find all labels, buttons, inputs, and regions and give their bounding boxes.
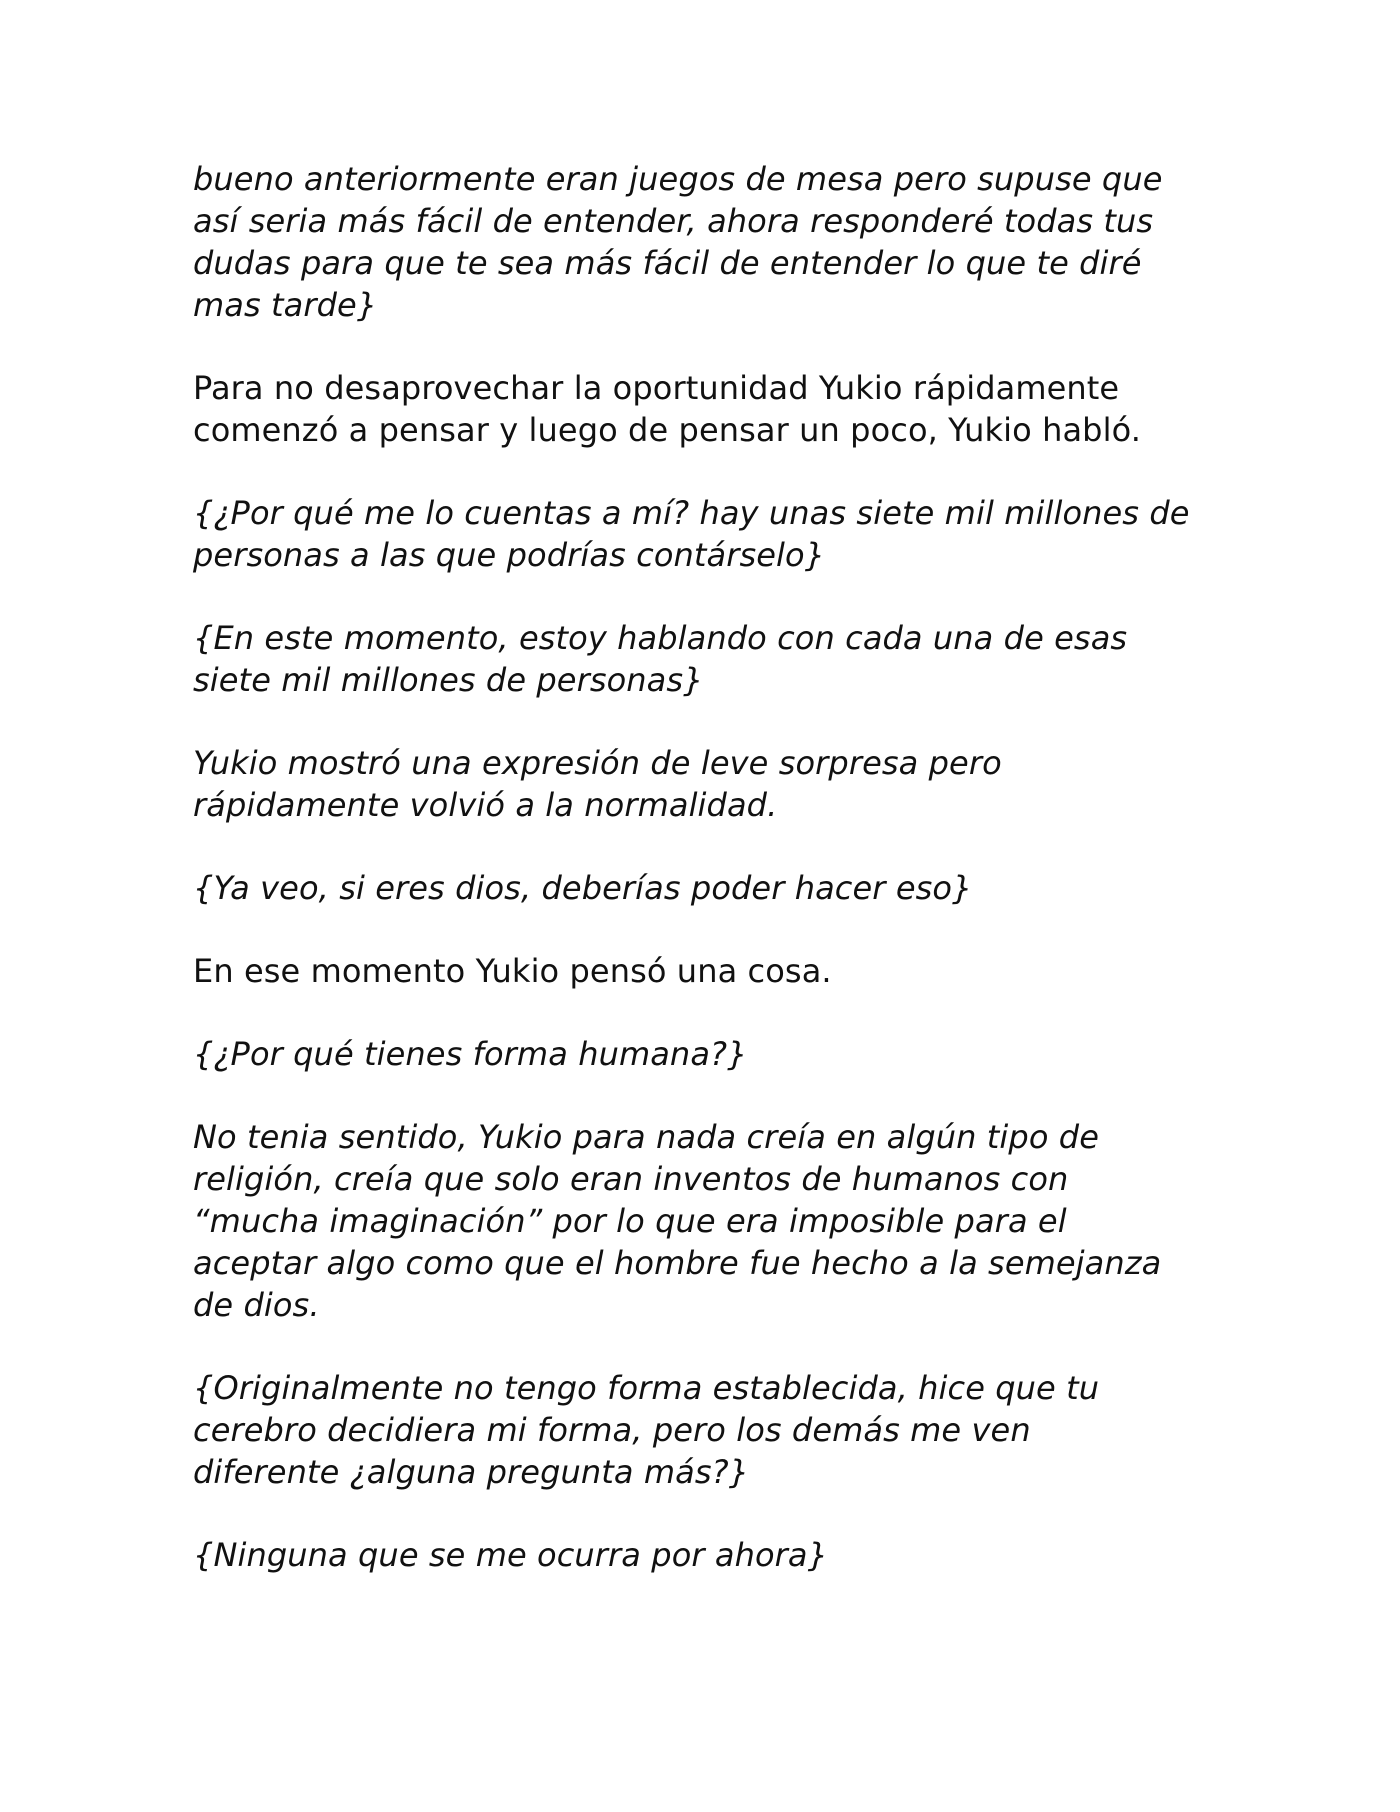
paragraph-1 <box>193 158 1210 326</box>
text-line: así seria más fácil de entender, ahora responderé todas tus <box>193 202 1154 240</box>
text-line: {¿Por qué me lo cuentas a mí? hay unas siete mil millones de <box>193 494 1190 532</box>
text-line: No tenia sentido, Yukio para nada creía en algún tipo de <box>193 1118 1099 1156</box>
text-line: siete mil millones de personas} <box>193 661 704 699</box>
paragraph-3 <box>193 492 1210 576</box>
text-line: Para no desaprovechar la oportunidad Yukio rápidamente <box>193 369 1120 407</box>
text-line: “mucha imaginación” por lo que era imposible para el <box>193 1202 1067 1240</box>
text-line: personas a las que podrías contárselo} <box>193 536 826 574</box>
paragraph-8 <box>193 1033 1210 1075</box>
text-line: {Ya veo, si eres dios, deberías poder hacer eso} <box>193 869 973 907</box>
text-line: {¿Por qué tienes forma humana?} <box>193 1035 748 1073</box>
text-line: Yukio mostró una expresión de leve sorpresa pero <box>193 744 1002 782</box>
text-line: de dios. <box>193 1286 320 1324</box>
text-line: comenzó a pensar y luego de pensar un poco, Yukio habló. <box>193 411 1141 449</box>
paragraph-6 <box>193 867 1210 909</box>
paragraph-11 <box>193 1534 1210 1576</box>
paragraph-2 <box>193 367 1210 451</box>
text-line: rápidamente volvió a la normalidad. <box>193 786 778 824</box>
paragraph-4 <box>193 617 1210 701</box>
text-line: {Originalmente no tengo forma establecida, hice que tu <box>193 1369 1100 1407</box>
text-line: mas tarde} <box>193 286 378 324</box>
text-line: En ese momento Yukio pensó una cosa. <box>193 952 832 990</box>
paragraph-7 <box>193 950 1210 992</box>
text-line: aceptar algo como que el hombre fue hecho a la semejanza <box>193 1244 1162 1282</box>
paragraph-5 <box>193 742 1210 826</box>
text-line: {En este momento, estoy hablando con cada una de esas <box>193 619 1128 657</box>
paragraph-10 <box>193 1367 1210 1493</box>
text-line: bueno anteriormente eran juegos de mesa pero supuse que <box>193 160 1163 198</box>
text-line: diferente ¿alguna pregunta más?} <box>193 1453 750 1491</box>
text-line: {Ninguna que se me ocurra por ahora} <box>193 1536 829 1574</box>
text-line: cerebro decidiera mi forma, pero los demás me ven <box>193 1411 1031 1449</box>
paragraph-9 <box>193 1116 1210 1326</box>
text-line: dudas para que te sea más fácil de entender lo que te diré <box>193 244 1142 282</box>
text-line: religión, creía que solo eran inventos de humanos con <box>193 1160 1069 1198</box>
